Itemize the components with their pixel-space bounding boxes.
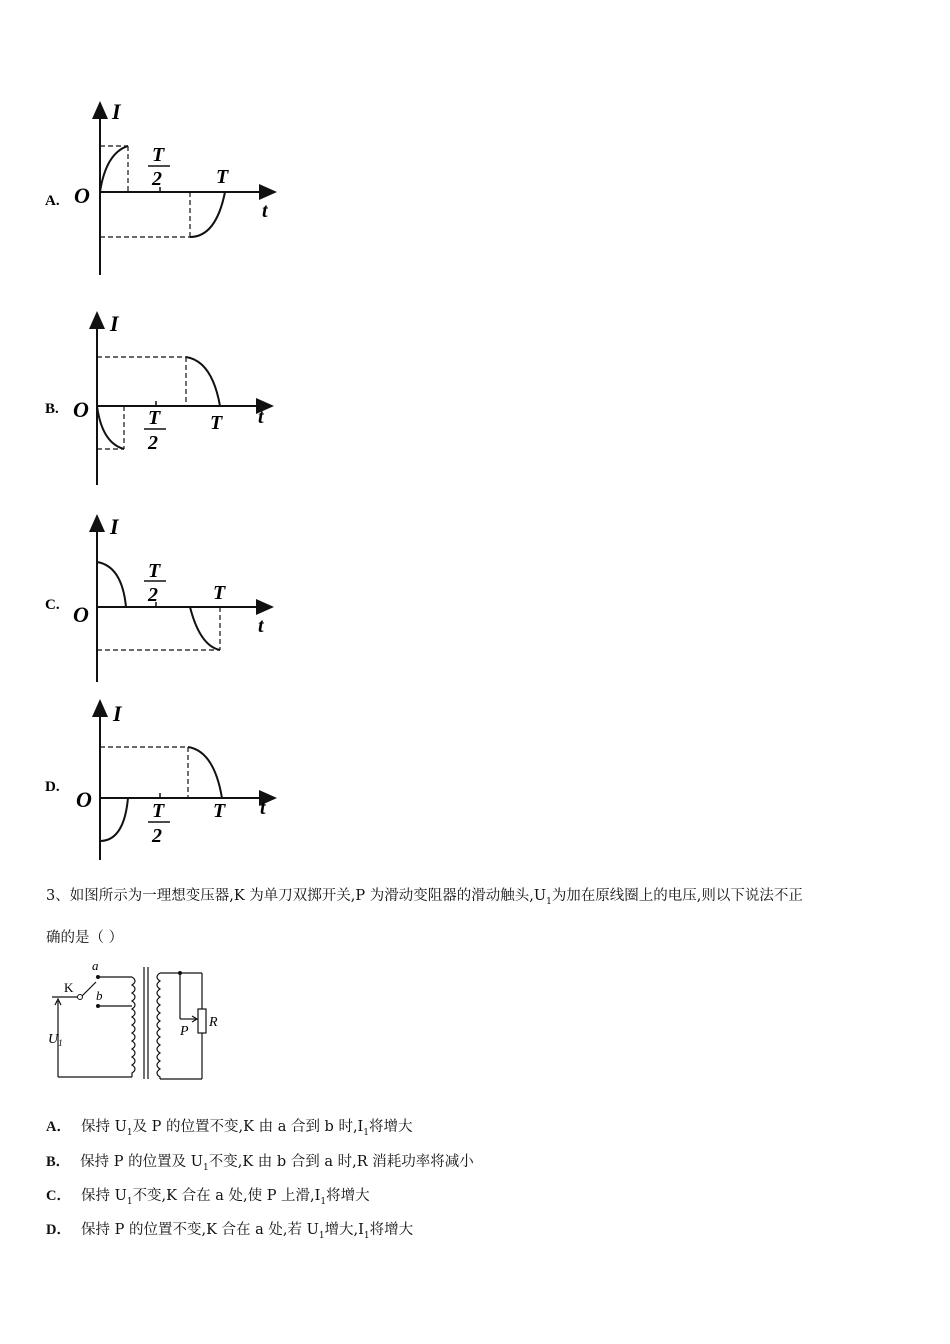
- x-axis-label: t: [258, 406, 264, 428]
- current-curve: [190, 192, 225, 237]
- switch-blade: [82, 982, 96, 996]
- origin-label: O: [73, 602, 89, 627]
- current-curve: [97, 562, 126, 607]
- period-label: T: [210, 412, 223, 434]
- resistor: [198, 1009, 206, 1033]
- half-period-den: 2: [148, 584, 158, 606]
- option-label: B.: [45, 401, 59, 417]
- switch-pivot: [78, 995, 83, 1000]
- option-label: C.: [45, 597, 60, 613]
- y-axis-label: I: [110, 311, 119, 336]
- transformer-circuit-diagram: [40, 955, 240, 1085]
- x-axis-label: t: [262, 200, 268, 222]
- question-3-text: 3、如图所示为一理想变压器,K 为单刀双掷开关,P 为滑动变阻器的滑动触头$,U_1$为加在原线圈上的电压,则以下说法不正 确的是（ ）: [46, 888, 803, 946]
- choice-a[interactable]: A． 保持 $U_1$及 P 的位置不变,K 由 a 合到 b 时$,I_1$将增大: [46, 1119, 413, 1138]
- option-label: A.: [45, 193, 60, 209]
- half-period-num: T: [148, 560, 161, 582]
- option-label: D.: [45, 779, 60, 795]
- current-curve: [188, 747, 222, 798]
- half-period-num: T: [148, 407, 161, 429]
- period-label: T: [213, 582, 226, 604]
- graph-option-a: [40, 95, 300, 280]
- primary-coil: [132, 977, 135, 1077]
- current-curve: [186, 357, 220, 406]
- choice-c[interactable]: C． 保持 $U_1$不变,K 合在 a 处,使 P 上滑$,I_1$将增大: [46, 1188, 370, 1207]
- origin-label: O: [73, 397, 89, 422]
- current-curve: [100, 798, 128, 841]
- half-period-num: T: [152, 800, 165, 822]
- origin-label: O: [74, 183, 90, 208]
- contact-b-label: b: [96, 988, 103, 1003]
- half-period-den: 2: [148, 432, 158, 454]
- current-curve: [97, 406, 124, 449]
- origin-label: O: [76, 787, 92, 812]
- contact-a-label: a: [92, 958, 99, 973]
- y-axis-label: I: [110, 514, 119, 539]
- voltage-label: $U_1$: [48, 1032, 63, 1048]
- graph-option-c: [40, 510, 300, 690]
- resistor-label: R: [209, 1015, 218, 1030]
- period-label: T: [213, 800, 226, 822]
- current-curve: [190, 607, 220, 650]
- graph-option-b: [40, 305, 300, 490]
- slider-label: P: [180, 1024, 189, 1039]
- half-period-den: 2: [152, 168, 162, 190]
- current-curve: [100, 146, 128, 192]
- x-axis-label: t: [258, 615, 264, 637]
- y-axis-label: I: [112, 99, 121, 124]
- choice-b[interactable]: B． 保持 P 的位置及 $U_1$不变,K 由 b 合到 a 时,R 消耗功率将减小: [46, 1154, 474, 1173]
- secondary-coil: [157, 973, 160, 1079]
- x-axis-label: t: [260, 797, 266, 819]
- y-axis-label: I: [113, 701, 122, 726]
- half-period-den: 2: [152, 825, 162, 847]
- period-label: T: [216, 166, 229, 188]
- switch-label: K: [64, 980, 74, 995]
- half-period-num: T: [152, 144, 165, 166]
- choice-d[interactable]: D． 保持 P 的位置不变,K 合在 a 处,若 $U_1$增大$,I_1$将增大: [46, 1222, 414, 1241]
- graph-option-d: [40, 695, 300, 865]
